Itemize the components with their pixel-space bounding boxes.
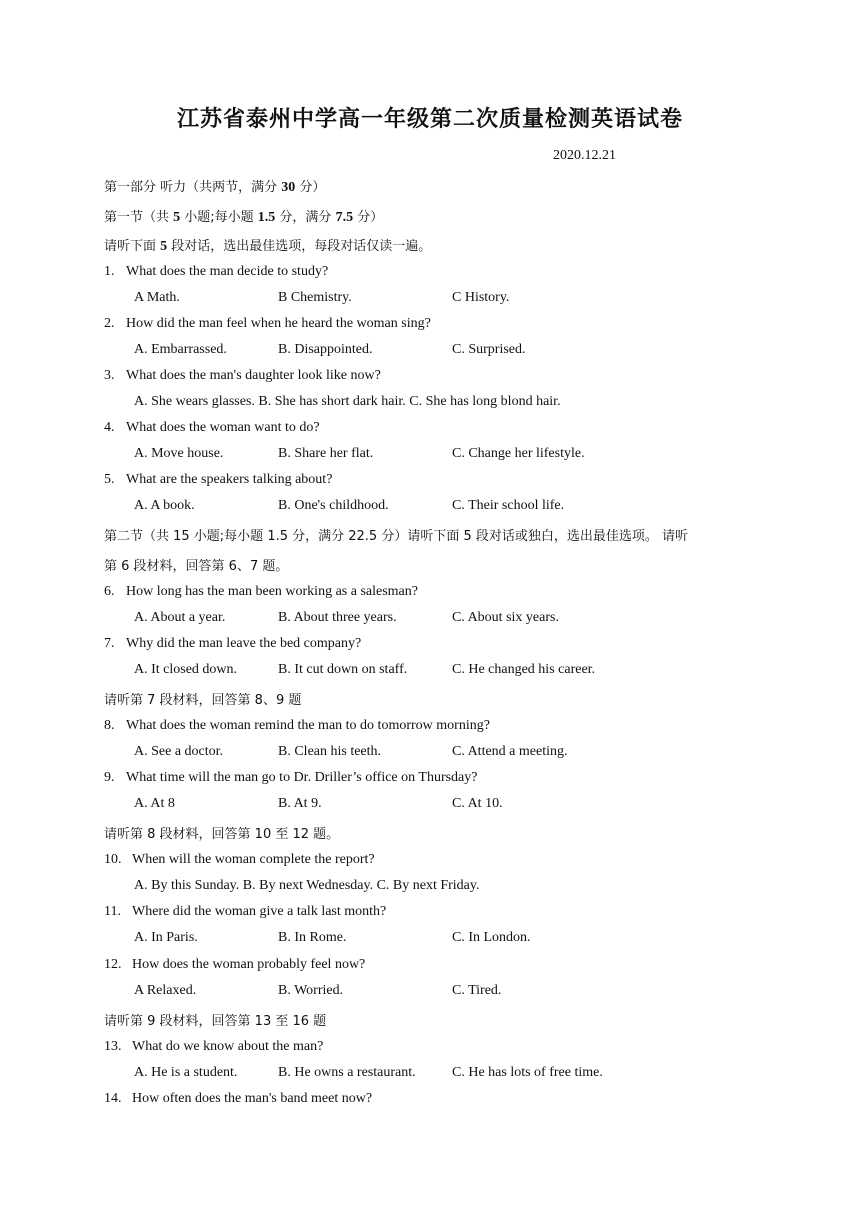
q2-option-b: B. Disappointed.: [278, 342, 373, 357]
q5-option-b: B. One's childhood.: [278, 498, 389, 513]
question-3: 3. What does the man's daughter look like now?: [104, 368, 381, 383]
q8-option-c: C. Attend a meeting.: [452, 744, 568, 759]
question-4: 4. What does the woman want to do?: [104, 420, 320, 435]
question-8: 8. What does the woman remind the man to do tomorrow morning?: [104, 718, 490, 733]
q11-option-b: B. In Rome.: [278, 930, 347, 945]
question-9: 9. What time will the man go to Dr. Driller’s office on Thursday?: [104, 770, 478, 785]
q6-option-a: A. About a year.: [134, 610, 226, 625]
q8-option-b: B. Clean his teeth.: [278, 744, 382, 759]
passage9-instruction: 请听第 9 段材料，回答第 13 至 16 题: [104, 1014, 327, 1029]
exam-date: 2020.12.21: [553, 148, 616, 163]
q3-options: A. She wears glasses. B. She has short dark hair. C. She has long blond hair.: [134, 394, 561, 409]
question-13: 13. What do we know about the man?: [104, 1039, 324, 1054]
q1-option-c: C History.: [452, 290, 510, 305]
q9-option-c: C. At 10.: [452, 796, 503, 811]
question-12: 12. How does the woman probably feel now?: [104, 957, 366, 972]
q13-option-a: A. He is a student.: [134, 1065, 238, 1080]
question-7: 7. Why did the man leave the bed company?: [104, 636, 362, 651]
q2-option-a: A. Embarrassed.: [134, 342, 227, 357]
q12-option-c: C. Tired.: [452, 983, 502, 998]
q5-option-a: A. A book.: [134, 498, 195, 513]
q1-option-a: A Math.: [134, 290, 180, 305]
q8-option-a: A. See a doctor.: [134, 744, 224, 759]
q6-option-c: C. About six years.: [452, 610, 559, 625]
question-2: 2. How did the man feel when he heard the woman sing?: [104, 316, 431, 331]
q13-option-c: C. He has lots of free time.: [452, 1065, 603, 1080]
question-6: 6. How long has the man been working as a salesman?: [104, 584, 418, 599]
q4-option-a: A. Move house.: [134, 446, 224, 461]
passage7-instruction: 请听第 7 段材料，回答第 8、9 题: [104, 693, 302, 708]
q9-option-a: A. At 8: [134, 796, 175, 811]
q6-option-b: B. About three years.: [278, 610, 397, 625]
q12-option-a: A Relaxed.: [134, 983, 197, 998]
q9-option-b: B. At 9.: [278, 796, 322, 811]
q13-option-b: B. He owns a restaurant.: [278, 1065, 416, 1080]
q7-option-a: A. It closed down.: [134, 662, 238, 677]
q7-option-b: B. It cut down on staff.: [278, 662, 408, 677]
section1-instruction: 请听下面 5 段对话，选出最佳选项，每段对话仅读一遍。: [104, 239, 432, 254]
passage8-instruction: 请听第 8 段材料，回答第 10 至 12 题。: [104, 827, 340, 842]
question-14: 14. How often does the man's band meet now?: [104, 1091, 373, 1106]
question-1: 1. What does the man decide to study?: [104, 264, 329, 279]
exam-title: 江苏省泰州中学高一年级第二次质量检测英语试卷: [176, 107, 683, 132]
question-10: 10. When will the woman complete the report?: [104, 852, 375, 867]
q7-option-c: C. He changed his career.: [452, 662, 596, 677]
question-11: 11. Where did the woman give a talk last month?: [104, 904, 387, 919]
section2-heading: 第二节（共 15 小题;每小题 1.5 分，满分 22.5 分）请听下面 5 段对话或独白，选出最佳选项。 请听: [104, 529, 689, 544]
question-5: 5. What are the speakers talking about?: [104, 472, 333, 487]
q12-option-b: B. Worried.: [278, 983, 344, 998]
q5-option-c: C. Their school life.: [452, 498, 565, 513]
q2-option-c: C. Surprised.: [452, 342, 526, 357]
q11-option-a: A. In Paris.: [134, 930, 198, 945]
section1-heading: 第一节（共 5 小题;每小题 1.5 分，满分 7.5 分）: [104, 210, 384, 225]
q11-option-c: C. In London.: [452, 930, 531, 945]
q4-option-b: B. Share her flat.: [278, 446, 374, 461]
q10-options: A. By this Sunday. B. By next Wednesday. C. By next Friday.: [134, 878, 480, 893]
q1-option-b: B Chemistry.: [278, 290, 352, 305]
q4-option-c: C. Change her lifestyle.: [452, 446, 585, 461]
section2-instruction: 第 6 段材料，回答第 6、7 题。: [104, 559, 289, 574]
part1-heading: 第一部分 听力（共两节，满分 30 分）: [104, 180, 326, 195]
